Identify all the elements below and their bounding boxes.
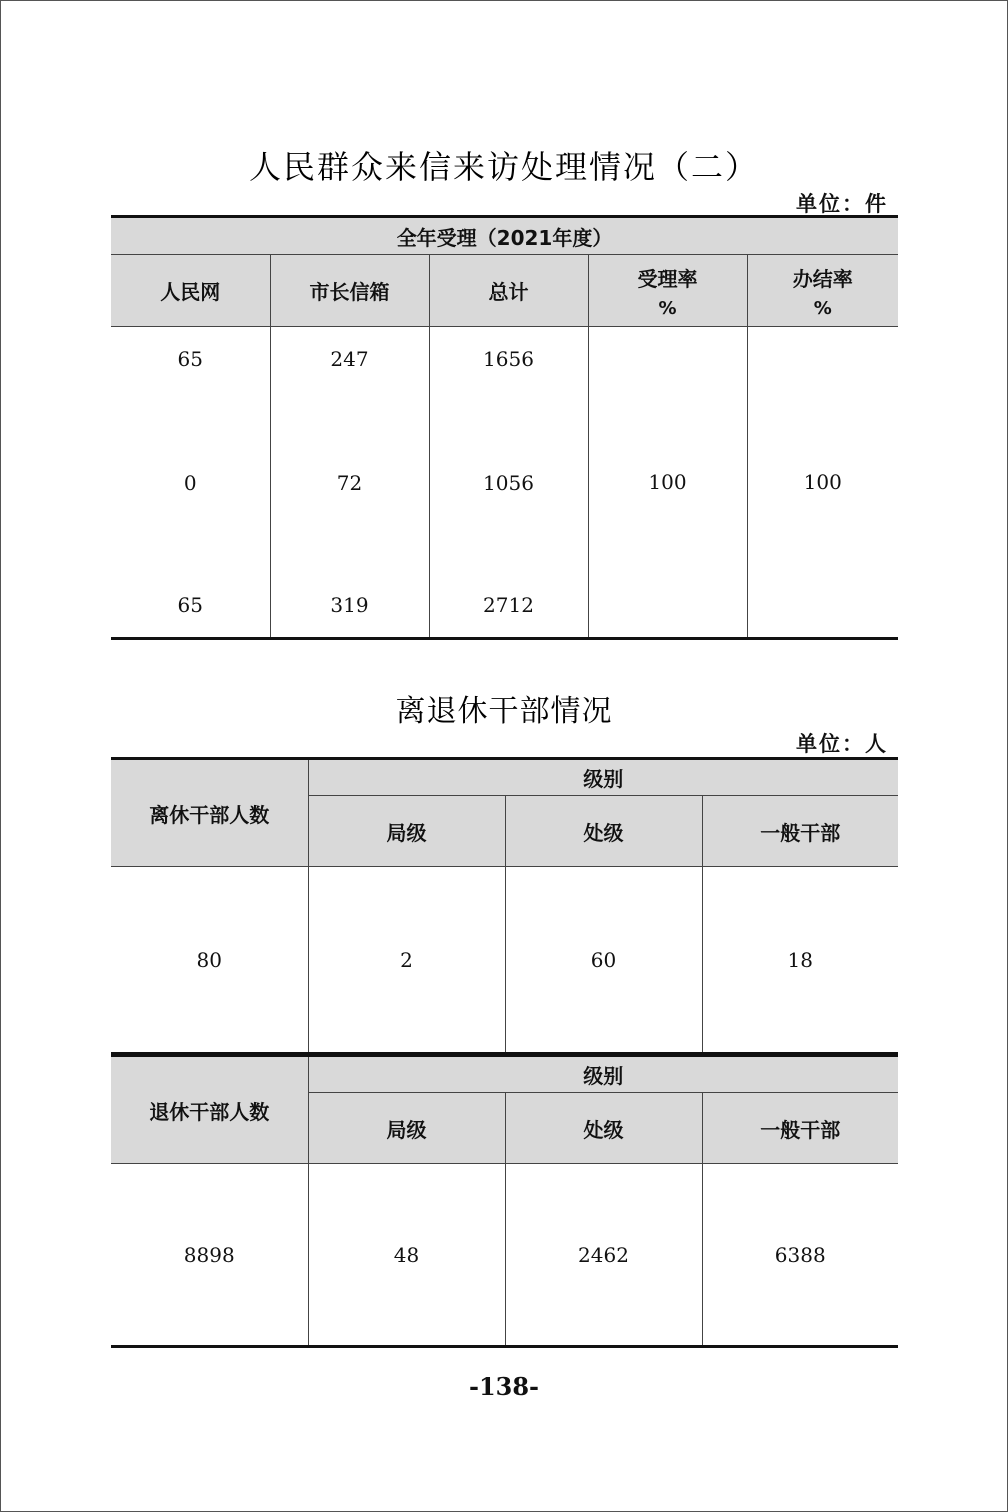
col-header-acceptance-rate — [588, 255, 747, 327]
tuixiu-level-division: 处级 — [505, 1093, 702, 1164]
group-header: 全年受理（2021年度） — [111, 217, 898, 255]
lixiu-table — [111, 757, 898, 1055]
retired-unit: 单位：人 — [796, 732, 888, 756]
col-header-mayor-mailbox: 市长信箱 — [270, 255, 429, 327]
acceptance-rate-label: 受理率 — [637, 266, 698, 291]
lixiu-level-division: 处级 — [505, 796, 702, 867]
col-header-total: 总计 — [429, 255, 588, 327]
cell-total: 2712 — [429, 537, 588, 639]
tuixiu-general: 6388 — [702, 1164, 898, 1347]
col-header-people-net: 人民网 — [111, 255, 270, 327]
cell-mayor-mailbox: 72 — [270, 429, 429, 537]
lixiu-general: 18 — [702, 867, 898, 1054]
tuixiu-level-header: 级别 — [308, 1056, 898, 1093]
tuixiu-level-bureau: 局级 — [308, 1093, 505, 1164]
lixiu-bureau: 2 — [308, 867, 505, 1054]
cell-acceptance-rate: 100 — [588, 327, 747, 639]
petitions-title: 人民群众来信来访处理情况（二） — [248, 148, 759, 186]
lixiu-level-bureau: 局级 — [308, 796, 505, 867]
cell-total: 1656 — [429, 327, 588, 429]
tuixiu-level-general: 一般干部 — [702, 1093, 898, 1164]
petitions-table — [111, 215, 898, 640]
cell-mayor-mailbox: 247 — [270, 327, 429, 429]
tuixiu-count: 8898 — [111, 1164, 308, 1347]
cell-total: 1056 — [429, 429, 588, 537]
tuixiu-count-header: 退休干部人数 — [111, 1056, 308, 1164]
lixiu-count: 80 — [111, 867, 308, 1054]
cell-people-net: 65 — [111, 327, 270, 429]
completion-rate-unit: % — [813, 297, 832, 319]
page-number: -138- — [468, 1372, 540, 1401]
cell-people-net: 0 — [111, 429, 270, 537]
acceptance-rate-unit: % — [658, 297, 677, 319]
lixiu-level-general: 一般干部 — [702, 796, 898, 867]
cell-completion-rate: 100 — [747, 327, 898, 639]
lixiu-level-header: 级别 — [308, 759, 898, 796]
petitions-unit: 单位：件 — [796, 192, 888, 216]
tuixiu-table — [111, 1054, 898, 1348]
lixiu-count-header: 离休干部人数 — [111, 759, 308, 867]
tuixiu-bureau: 48 — [308, 1164, 505, 1347]
lixiu-division: 60 — [505, 867, 702, 1054]
cell-mayor-mailbox: 319 — [270, 537, 429, 639]
retired-title: 离退休干部情况 — [395, 694, 613, 729]
col-header-completion-rate — [747, 255, 898, 327]
completion-rate-label: 办结率 — [792, 266, 853, 291]
tuixiu-division: 2462 — [505, 1164, 702, 1347]
cell-people-net: 65 — [111, 537, 270, 639]
